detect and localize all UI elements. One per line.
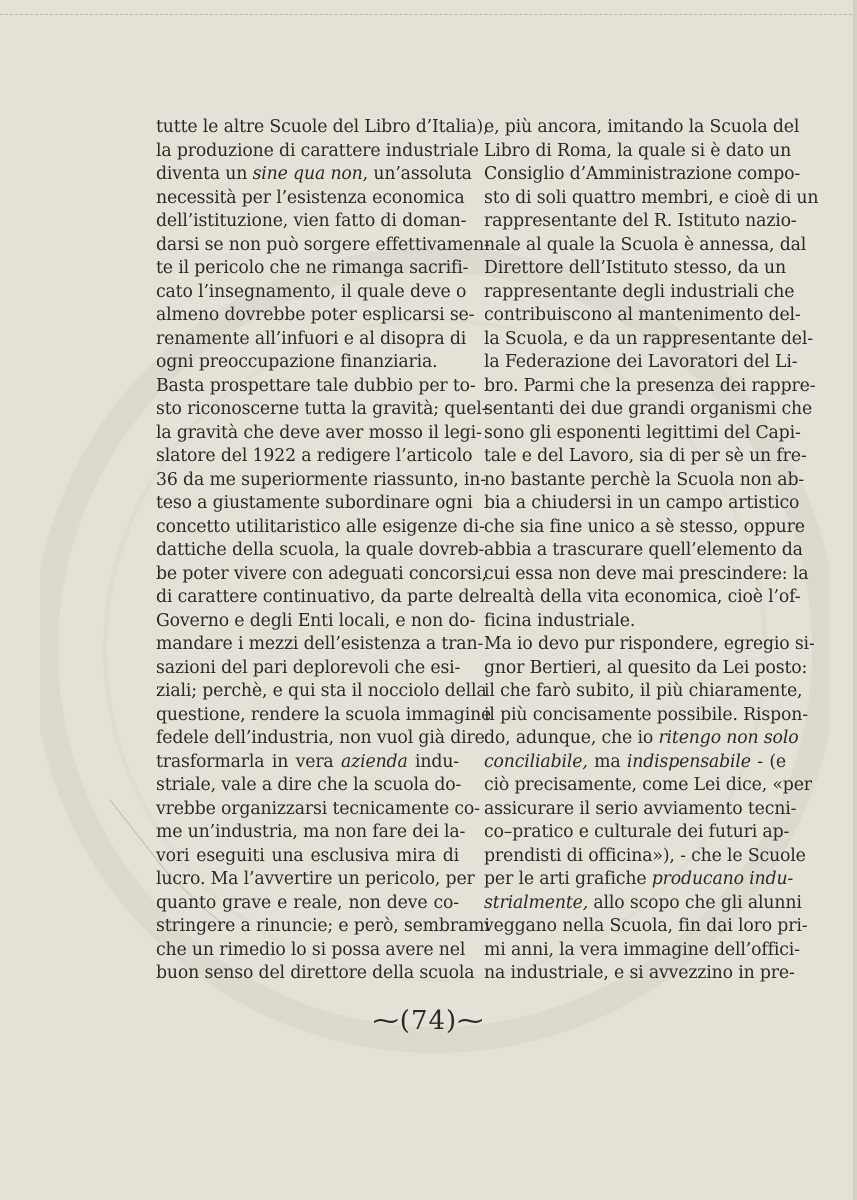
text-line: [156, 563, 487, 587]
text-line: [484, 398, 813, 422]
text-run: rappresentante del R. Istituto nazio-: [484, 211, 797, 231]
text-line: [156, 586, 485, 610]
text-line: [156, 751, 459, 775]
text-run: , un’assoluta: [362, 164, 472, 184]
text-run: che un rimedio lo si possa avere nel: [156, 939, 466, 960]
text-run: mi anni, la vera immagine dell’offici-: [484, 939, 800, 960]
text-run: striale, vale a dire che la scuola do-: [156, 775, 462, 795]
text-run: Direttore dell’Istituto stesso, da un: [484, 258, 786, 278]
text-line: [156, 116, 489, 140]
text-line: [156, 610, 476, 634]
text-run: e, più ancora, imitando la Scuola del: [484, 117, 800, 137]
text-line: [484, 116, 800, 140]
text-line: [156, 492, 473, 516]
text-run: tutte le altre Scuole del Libro d’Italia),: [156, 117, 489, 137]
text-run: concetto utilitaristico alle esigenze di-: [156, 516, 485, 537]
text-line: [484, 140, 792, 164]
text-run: la Scuola, e da un rappresentante del-: [484, 328, 813, 349]
text-line: [484, 351, 798, 375]
text-run: Governo e degli Enti locali, e non do-: [156, 610, 476, 631]
text-run: quanto grave e reale, non deve co-: [156, 892, 459, 913]
text-line: [484, 539, 803, 563]
text-line: [484, 751, 786, 775]
text-line: [484, 798, 797, 822]
text-run: sto riconoscerne tutta la gravità; quel-: [156, 399, 488, 419]
text-run: tale e del Lavoro, sia di per sè un fre-: [484, 446, 807, 466]
italic-text: strialmente,: [484, 892, 589, 913]
text-line: [156, 257, 469, 281]
text-run: te il pericolo che ne rimanga sacrifi-: [156, 258, 469, 278]
folio-number: 74: [410, 1006, 447, 1036]
text-run: darsi se non può sorgere effettivamen-: [156, 234, 490, 255]
text-line: [156, 516, 485, 540]
text-line: [156, 163, 472, 187]
text-run: Consiglio d’Amministrazione compo-: [484, 164, 801, 184]
text-line: [156, 657, 459, 681]
text-run: bro. Parmi che la presenza dei rappre-: [484, 375, 816, 396]
italic-text: conciliabile,: [484, 751, 588, 772]
text-line: [484, 892, 802, 916]
page-top-edge: [0, 0, 857, 15]
text-run: mandare i mezzi dell’esistenza a tran-: [156, 634, 484, 654]
text-line: [484, 680, 803, 704]
text-line: [484, 704, 808, 728]
text-run: sto di soli quattro membri, e cioè di un: [484, 187, 819, 208]
text-run: be poter vivere con adeguati concorsi,: [156, 563, 487, 584]
text-line: [156, 798, 480, 822]
text-line: [484, 445, 807, 469]
text-line: [156, 868, 475, 892]
text-line: [156, 469, 486, 493]
text-run: Basta prospettare tale dubbio per to-: [156, 375, 476, 396]
text-run: slatore del 1922 a redigere l’articolo: [156, 446, 473, 466]
text-line: [156, 633, 484, 657]
text-run: sono gli esponenti legittimi del Capi-: [484, 422, 801, 443]
text-line: [484, 962, 795, 986]
text-run: sazioni del pari deplorevoli che esi-: [156, 657, 461, 678]
text-line: [156, 915, 490, 939]
text-line: [156, 680, 487, 704]
text-line: [484, 610, 786, 634]
text-line: [156, 210, 467, 234]
text-run: dattiche della scuola, la quale dovreb-: [156, 540, 485, 560]
text-line: [156, 892, 459, 916]
text-run: dell’istituzione, vien fatto di doman-: [156, 211, 467, 231]
text-run: lucro. Ma l’avvertire un pericolo, per: [156, 869, 475, 889]
text-run: teso a giustamente subordinare ogni: [156, 493, 473, 513]
text-run: - (e: [750, 751, 786, 772]
text-line: [484, 422, 801, 446]
text-run: la produzione di carattere industriale: [156, 140, 479, 161]
text-run: vrebbe organizzarsi tecnicamente co-: [156, 798, 480, 819]
text-line: [484, 492, 800, 516]
text-line: [484, 563, 809, 587]
text-run: no bastante perchè la Scuola non ab-: [484, 469, 805, 490]
text-run: co–pratico e culturale dei futuri ap-: [484, 822, 790, 842]
text-line: [156, 187, 465, 211]
italic-text: producano indu-: [651, 869, 794, 889]
text-line: [156, 234, 490, 258]
text-run: buon senso del direttore della scuola: [156, 963, 475, 983]
text-run: almeno dovrebbe poter esplicarsi se-: [156, 305, 475, 325]
text-line: [484, 304, 801, 328]
text-line: [484, 586, 801, 610]
text-line: [156, 774, 462, 798]
text-line: [484, 774, 812, 798]
text-line: [156, 845, 459, 869]
text-line: [484, 516, 805, 540]
text-line: [156, 398, 488, 422]
text-line: [484, 328, 813, 352]
text-line: [484, 234, 807, 258]
text-run: contribuiscono al mantenimento del-: [484, 305, 801, 325]
text-run: la Federazione dei Lavoratori del Li-: [484, 352, 798, 372]
text-run: abbia a trascurare quell’elemento da: [484, 540, 803, 560]
text-run: cato l’insegnamento, il quale deve o: [156, 281, 467, 302]
text-run: ziali; perchè, e qui sta il nocciolo della: [156, 681, 487, 701]
italic-text: ritengo non solo: [658, 728, 799, 748]
text-run: Libro di Roma, la quale si è dato un: [484, 140, 792, 161]
text-run: rappresentante degli industriali che: [484, 281, 795, 302]
text-run: realtà della vita economica, cioè l’of-: [484, 587, 801, 607]
text-run: stringere a rinuncie; e però, sembrami: [156, 916, 490, 936]
text-run: indu-: [407, 751, 459, 772]
text-run: questione, rendere la scuola immagine: [156, 704, 492, 725]
text-run: ogni preoccupazione finanziaria.: [156, 352, 438, 372]
text-line: [156, 304, 475, 328]
text-line: [156, 821, 466, 845]
text-line: [156, 539, 485, 563]
text-line: [156, 962, 475, 986]
text-run: fedele dell’industria, non vuol già dire: [156, 728, 485, 748]
text-line: [156, 445, 473, 469]
text-line: [156, 375, 476, 399]
folio-ornament-left: ⁓(: [372, 1006, 411, 1036]
text-run: ma: [587, 751, 627, 772]
text-line: [156, 727, 485, 751]
text-line: [484, 633, 815, 657]
text-run: ficina industriale.: [484, 610, 636, 631]
text-line: [156, 939, 466, 963]
text-run: Ma io devo pur rispondere, egregio si-: [484, 634, 815, 654]
text-line: [484, 868, 794, 892]
text-line: [484, 257, 786, 281]
text-run: di carattere continuativo, da parte del: [156, 587, 485, 607]
text-run: sentanti dei due grandi organismi che: [484, 399, 813, 419]
italic-text: sine qua non: [252, 164, 363, 184]
right-text-column: [484, 116, 819, 986]
text-line: [484, 469, 805, 493]
left-text-column: [156, 116, 492, 986]
italic-text: azienda: [341, 751, 408, 772]
text-run: 36 da me superiormente riassunto, in-: [156, 469, 486, 490]
text-line: [156, 281, 467, 305]
text-run: allo scopo che gli alunni: [588, 892, 802, 913]
text-run: renamente all’infuori e al disopra di: [156, 328, 467, 349]
text-run: diventa un: [156, 164, 253, 184]
text-line: [484, 187, 819, 211]
text-run: la gravità che deve aver mosso il legi-: [156, 422, 482, 443]
text-run: vori eseguiti una esclusiva mira di: [156, 845, 459, 866]
text-line: [484, 915, 808, 939]
text-line: [484, 821, 790, 845]
text-line: [484, 281, 795, 305]
folio-ornament-right: )⁓: [446, 1006, 485, 1036]
text-line: [156, 140, 479, 164]
text-run: il che farò subito, il più chiaramente,: [484, 681, 803, 701]
text-line: [484, 210, 797, 234]
page-number: [0, 1006, 857, 1036]
text-run: il più concisamente possibile. Rispon-: [484, 704, 808, 725]
text-run: na industriale, e si avvezzino in pre-: [484, 963, 795, 983]
text-line: [484, 163, 801, 187]
text-run: veggano nella Scuola, fin dai loro pri-: [484, 916, 808, 936]
text-line: [156, 328, 467, 352]
text-line: [156, 422, 482, 446]
text-run: me un’industria, ma non fare dei la-: [156, 822, 466, 842]
text-run: bia a chiudersi in un campo artistico: [484, 493, 800, 513]
text-line: [156, 351, 459, 375]
text-line: [484, 375, 816, 399]
text-run: prendisti di officina»), - che le Scuole: [484, 845, 806, 866]
text-run: do, adunque, che io: [484, 728, 659, 748]
text-run: assicurare il serio avviamento tecni-: [484, 798, 797, 819]
italic-text: indispensabile: [626, 751, 751, 772]
text-run: ciò precisamente, come Lei dice, «per: [484, 775, 812, 795]
text-run: gnor Bertieri, al quesito da Lei posto:: [484, 657, 808, 678]
text-line: [484, 727, 799, 751]
text-line: [156, 704, 492, 728]
text-run: necessità per l’esistenza economica: [156, 187, 465, 208]
text-line: [484, 939, 800, 963]
text-line: [484, 657, 808, 681]
text-run: nale al quale la Scuola è annessa, dal: [484, 234, 807, 255]
text-run: per le arti grafiche: [484, 869, 652, 889]
text-run: cui essa non deve mai prescindere: la: [484, 563, 809, 584]
text-run: trasformarla in vera: [156, 751, 342, 772]
text-run: che sia fine unico a sè stesso, oppure: [484, 516, 805, 537]
text-line: [484, 845, 806, 869]
